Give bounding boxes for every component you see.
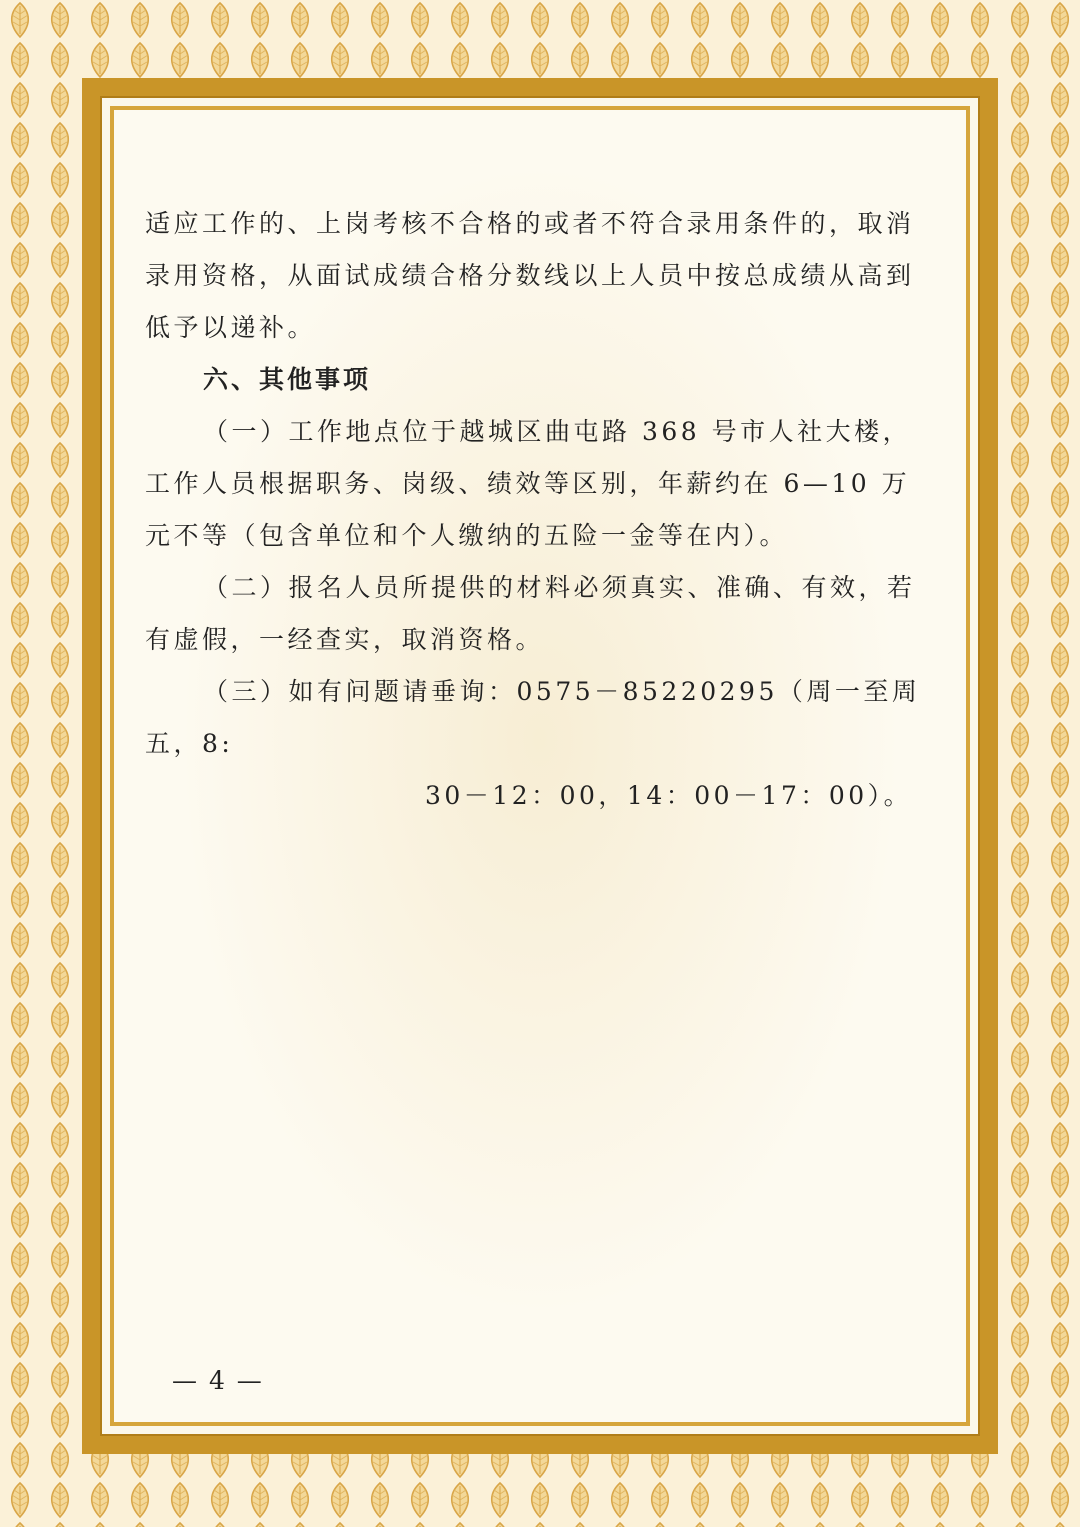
page-number: — 4 — [172,1366,264,1395]
document-body [145,198,930,822]
item-1: （一）工作地点位于越城区曲屯路 368 号市人社大楼，工作人员根据职务、岗级、绩效等区别，年薪约在 6—10 万元不等（包含单位和个人缴纳的五险一金等在内）。 [145,417,912,550]
section-heading: 六、其他事项 [203,365,372,394]
paragraph-continuation: 适应工作的、上岗考核不合格的或者不符合录用条件的，取消录用资格，从面试成绩合格分数线以上人员中按总成绩从高到低予以递补。 [145,209,915,342]
item-3-line-1: （三）如有问题请垂询：0575－85220295（周一至周五，8: [145,677,921,758]
item-3-line-2: 30－12：00，14：00－17：00）。 [425,781,913,810]
item-2: （二）报名人员所提供的材料必须真实、准确、有效，若有虚假，一经查实，取消资格。 [145,573,916,654]
